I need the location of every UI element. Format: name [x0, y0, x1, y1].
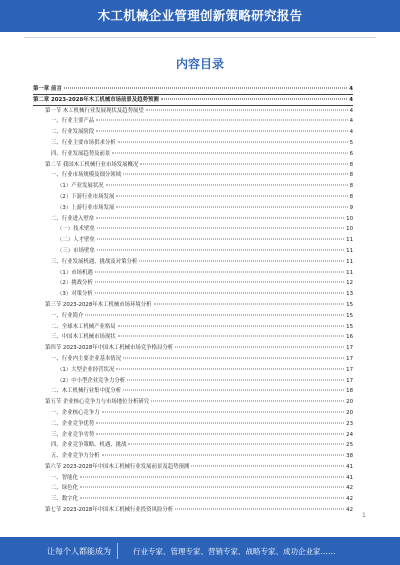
toc-entry-text: 一、企业核心竞争力: [51, 409, 100, 416]
toc-entry[interactable]: [33, 116, 353, 127]
toc-entry-page: 6: [349, 150, 353, 157]
toc-entry[interactable]: [33, 408, 353, 419]
toc-entry-text: 第一章 前言: [33, 86, 62, 92]
toc-title: 内容目录: [175, 57, 224, 71]
toc-leader-dots: [154, 303, 345, 304]
toc-entry[interactable]: [33, 430, 353, 441]
toc-entry-text: 二、行业发展阶段: [51, 129, 95, 136]
toc-entry[interactable]: [33, 106, 353, 117]
toc-entry-page: 8: [349, 183, 353, 190]
toc-entry-page: 11: [346, 258, 353, 265]
toc-entry[interactable]: [33, 278, 353, 289]
toc-entry-page: 42: [346, 496, 353, 503]
toc-entry[interactable]: [33, 386, 353, 397]
toc-entry-page: 10: [346, 215, 353, 222]
toc-entry-text: 三、企业竞争劣势: [51, 431, 95, 438]
toc-leader-dots: [80, 498, 344, 499]
toc-entry-page: 24: [346, 431, 353, 438]
toc-entry-page: 13: [346, 291, 353, 298]
toc-entry[interactable]: [33, 84, 353, 95]
toc-entry-page: 18: [346, 388, 353, 395]
toc-entry[interactable]: [33, 419, 353, 430]
toc-leader-dots: [191, 465, 344, 466]
toc-entry[interactable]: [33, 376, 353, 387]
toc-entry-text: 第六节 2023-2028年中国木工机械行业发展前景及趋势预测: [45, 463, 190, 470]
toc-leader-dots: [102, 455, 345, 456]
toc-entry-text: 三、数字化: [51, 496, 78, 503]
toc-entry-text: （2）下游行业市场发展: [57, 193, 115, 200]
toc-entry[interactable]: [33, 332, 353, 343]
footer-bar: [0, 537, 400, 565]
toc-entry-text: 三、行业主要市场供求分析: [51, 139, 116, 146]
toc-leader-dots: [146, 109, 348, 110]
toc-entry[interactable]: [33, 181, 353, 192]
toc-entry[interactable]: [33, 473, 353, 484]
toc-entry-text: （二）人才壁垒: [57, 237, 95, 244]
toc-entry-page: 11: [346, 269, 353, 276]
toc-entry[interactable]: [33, 160, 353, 171]
toc-leader-dots: [127, 379, 344, 380]
toc-leader-dots: [118, 141, 348, 142]
toc-leader-dots: [106, 185, 348, 186]
toc-entry[interactable]: [33, 192, 353, 203]
toc-leader-dots: [123, 174, 347, 175]
toc-leader-dots: [175, 347, 344, 348]
toc-entry-text: 第三节 2023-2028年木工机械市场环境分析: [45, 301, 152, 308]
toc-leader-dots: [116, 368, 344, 369]
toc-entry[interactable]: [33, 494, 353, 505]
toc-entry[interactable]: [33, 440, 353, 451]
toc-leader-dots: [128, 444, 344, 445]
toc-entry-text: 二、全球木工机械产业格局: [51, 323, 116, 330]
toc-leader-dots: [123, 390, 344, 391]
table-of-contents: [33, 84, 353, 516]
toc-entry-page: 12: [346, 280, 353, 287]
toc-entry-text: 第七节 2023-2028年中国木工机械行业投资风险分析: [45, 507, 174, 514]
toc-entry[interactable]: [33, 343, 353, 354]
toc-leader-dots: [161, 98, 347, 99]
toc-entry[interactable]: [33, 300, 353, 311]
toc-leader-dots: [112, 152, 347, 153]
toc-entry-page: 23: [346, 420, 353, 427]
toc-entry-page: 17: [346, 377, 353, 384]
toc-leader-dots: [123, 357, 344, 358]
toc-leader-dots: [95, 293, 344, 294]
toc-entry-text: 二、绿色化: [51, 485, 78, 492]
toc-leader-dots: [96, 433, 344, 434]
toc-leader-dots: [97, 228, 344, 229]
toc-entry-text: 二、行业进入壁垒: [51, 215, 95, 222]
toc-leader-dots: [80, 487, 344, 488]
toc-entry-page: 15: [346, 323, 353, 330]
toc-leader-dots: [96, 422, 344, 423]
toc-entry-text: 一、行业主要产品: [51, 118, 95, 125]
toc-entry-text: 四、企业竞争策略、机遇、挑战: [51, 442, 127, 449]
toc-entry[interactable]: [33, 170, 353, 181]
toc-entry-text: （2）挑战分析: [57, 280, 93, 287]
toc-entry-text: 一、行业市场规模及细分领域: [51, 172, 122, 179]
toc-entry[interactable]: [33, 127, 353, 138]
toc-entry-text: 二、木工机械行业集中度分析: [51, 388, 122, 395]
toc-entry-text: （1）产业发展状况: [57, 183, 104, 190]
toc-entry-page: 25: [346, 442, 353, 449]
toc-entry[interactable]: [33, 289, 353, 300]
toc-entry[interactable]: [33, 257, 353, 268]
toc-leader-dots: [139, 260, 344, 261]
toc-entry-page: 17: [346, 366, 353, 373]
toc-leader-dots: [102, 411, 345, 412]
toc-entry-text: 四、行业发展趋势及前景: [51, 150, 111, 157]
toc-entry[interactable]: [33, 483, 353, 494]
page-number: 1: [362, 512, 366, 519]
toc-entry-page: 4: [349, 107, 353, 114]
toc-entry-page: 9: [349, 204, 353, 211]
toc-entry[interactable]: [33, 246, 353, 257]
toc-entry-page: 8: [349, 172, 353, 179]
toc-entry[interactable]: [33, 462, 353, 473]
toc-entry-text: （2）中小型企业竞争力分析: [57, 377, 126, 384]
toc-leader-dots: [151, 401, 344, 402]
footer-tagline: 行业专家、管理专家、营销专家、战略专家、成功企业家……: [133, 547, 336, 556]
toc-entry-text: （1）大型企业经营状况: [57, 366, 115, 373]
toc-entry-text: 二、企业竞争优势: [51, 420, 95, 427]
toc-entry-text: 三、中国木工机械市场现状: [51, 334, 116, 341]
toc-entry-text: 一、行业内主要企业基本情况: [51, 355, 122, 362]
footer-divider: [117, 543, 118, 559]
toc-entry[interactable]: [33, 311, 353, 322]
toc-entry-text: 三、行业发展机遇、挑战及对策分析: [51, 258, 138, 265]
toc-entry-page: 4: [349, 96, 353, 103]
toc-leader-dots: [80, 476, 344, 477]
toc-leader-dots: [85, 314, 344, 315]
toc-entry-text: 第五节 企业核心竞争力与市场地位分析研究: [45, 399, 150, 406]
toc-leader-dots: [116, 195, 347, 196]
toc-entry-page: 11: [346, 247, 353, 254]
toc-entry-page: 16: [346, 334, 353, 341]
toc-entry-text: （3）对策分析: [57, 291, 93, 298]
toc-entry-page: 4: [349, 129, 353, 136]
toc-entry-page: 42: [346, 485, 353, 492]
toc-entry[interactable]: [33, 138, 353, 149]
header-divider: [24, 37, 376, 38]
toc-entry-page: 10: [346, 226, 353, 233]
toc-entry-text: 五、企业竞争力分析: [51, 453, 100, 460]
toc-entry-page: 8: [349, 193, 353, 200]
toc-entry[interactable]: [33, 203, 353, 214]
toc-leader-dots: [64, 88, 347, 89]
toc-entry[interactable]: [33, 354, 353, 365]
toc-entry[interactable]: [33, 397, 353, 408]
toc-entry[interactable]: [33, 322, 353, 333]
toc-entry[interactable]: [33, 505, 353, 516]
toc-entry-page: 17: [346, 355, 353, 362]
toc-entry-text: 第四节 2023-2028年中国木工机械市场竞争格局分析: [45, 345, 174, 352]
toc-entry-page: 17: [346, 345, 353, 352]
toc-leader-dots: [118, 336, 344, 337]
toc-leader-dots: [175, 509, 344, 510]
toc-leader-dots: [118, 325, 344, 326]
toc-entry[interactable]: [33, 365, 353, 376]
toc-leader-dots: [97, 239, 344, 240]
toc-entry[interactable]: [33, 451, 353, 462]
toc-entry-page: 4: [349, 86, 353, 92]
toc-entry-page: 15: [346, 312, 353, 319]
toc-leader-dots: [97, 249, 344, 250]
toc-entry-text: 第二节 我国木工机械行业市场发展概况: [45, 161, 139, 168]
toc-entry[interactable]: [33, 95, 353, 106]
toc-entry-page: 5: [349, 139, 353, 146]
toc-entry-page: 38: [346, 453, 353, 460]
document-title: 木工机械企业管理创新策略研究报告: [97, 8, 303, 23]
toc-leader-dots: [116, 206, 347, 207]
toc-leader-dots: [96, 131, 347, 132]
toc-entry[interactable]: [33, 149, 353, 160]
toc-entry[interactable]: [33, 235, 353, 246]
toc-entry-page: 41: [346, 474, 353, 481]
toc-entry-page: 15: [346, 301, 353, 308]
toc-leader-dots: [96, 120, 347, 121]
toc-entry-page: 8: [349, 161, 353, 168]
toc-entry-page: 4: [349, 118, 353, 125]
toc-entry[interactable]: [33, 268, 353, 279]
toc-leader-dots: [96, 217, 344, 218]
toc-leader-dots: [95, 282, 344, 283]
toc-entry-text: （3）上游行业市场发展: [57, 204, 115, 211]
toc-entry-text: 一、智能化: [51, 474, 78, 481]
toc-entry-page: 11: [346, 237, 353, 244]
toc-leader-dots: [140, 163, 347, 164]
toc-entry-text: （三）市场壁垒: [57, 247, 95, 254]
toc-entry-page: 42: [346, 507, 353, 514]
toc-entry-text: （1）市场机遇: [57, 269, 93, 276]
toc-entry-text: （一）技术壁垒: [57, 226, 95, 233]
toc-entry[interactable]: [33, 224, 353, 235]
toc-entry-page: 41: [346, 463, 353, 470]
footer-slogan: 让每个人都能成为: [47, 547, 111, 556]
toc-entry-page: 20: [346, 409, 353, 416]
toc-entry-text: 一、行业简介: [51, 312, 84, 319]
toc-entry-text: 第一节 木工机械行业发展现状及趋势展望: [45, 107, 144, 114]
toc-entry-page: 20: [346, 399, 353, 406]
toc-leader-dots: [95, 271, 344, 272]
toc-entry-text: 第二章 2023-2028年木工机械市场前景及趋势预测: [33, 96, 159, 103]
toc-entry[interactable]: [33, 214, 353, 225]
